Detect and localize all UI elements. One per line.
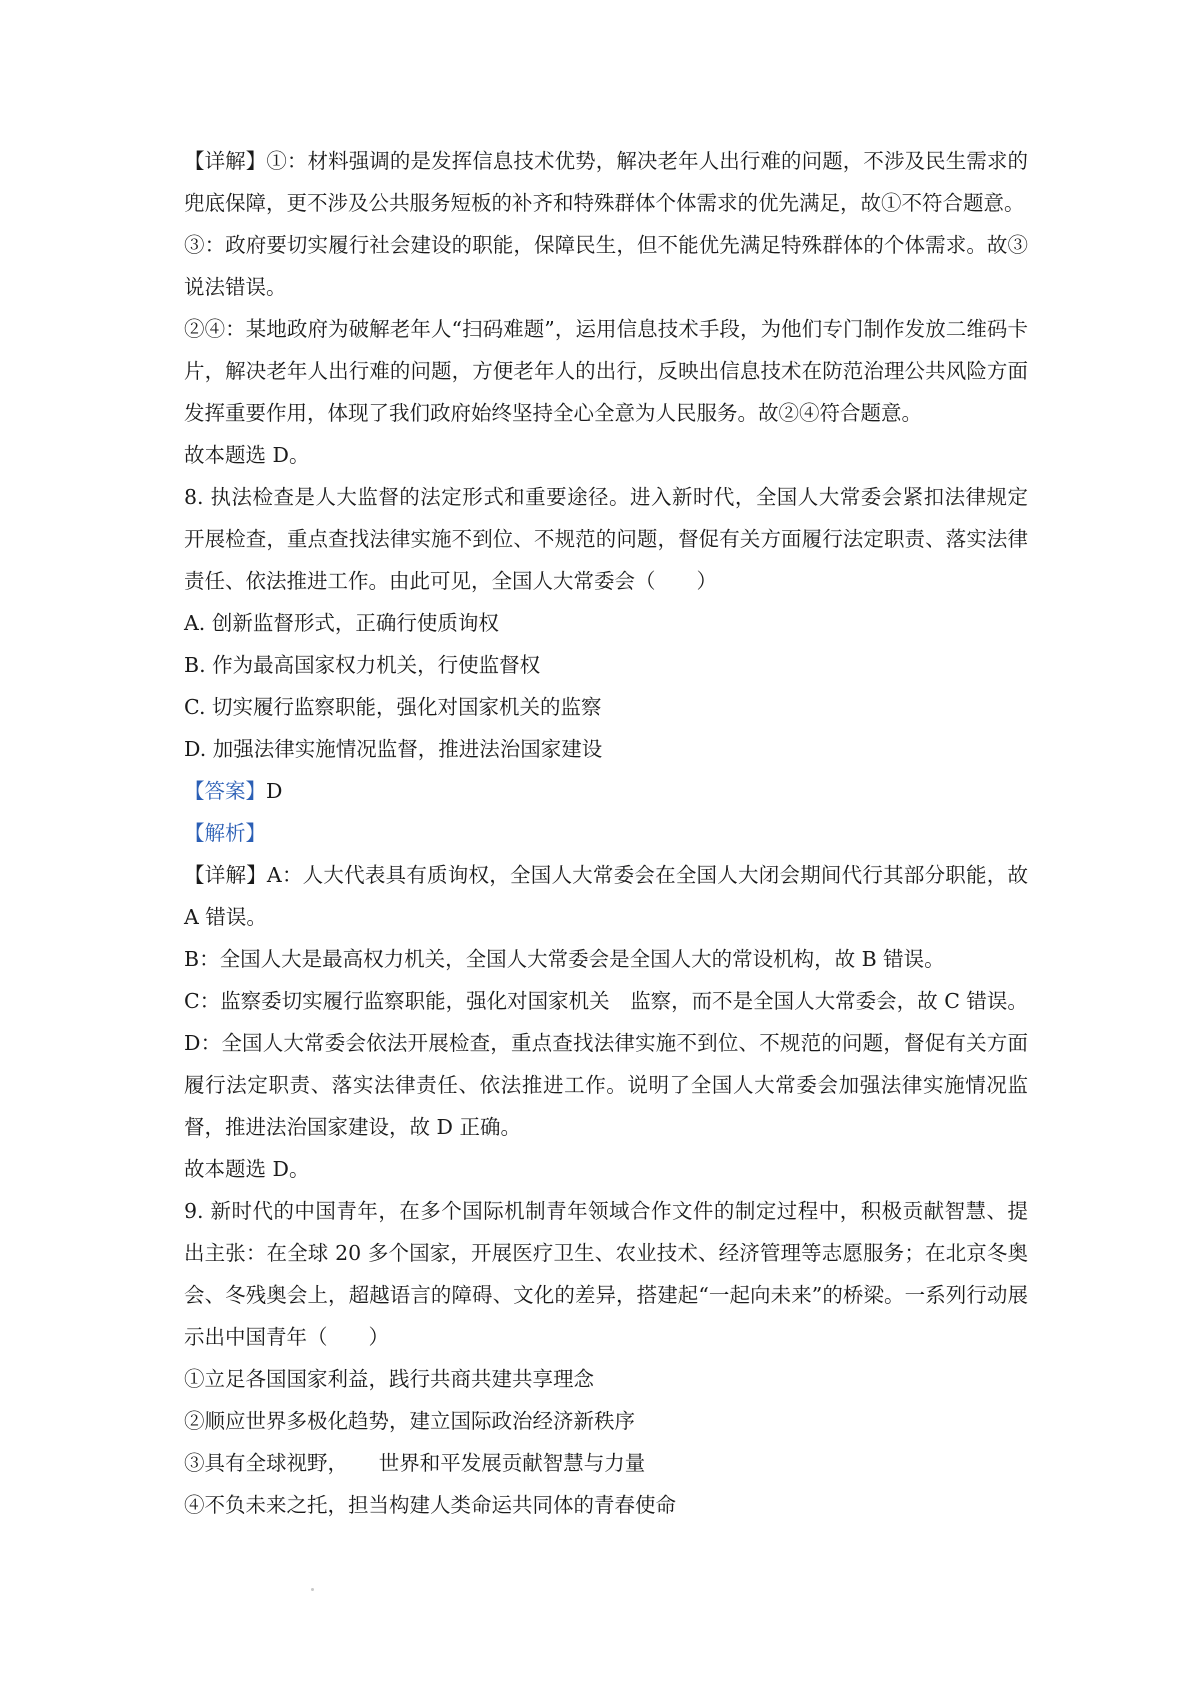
footer-dot xyxy=(311,1588,314,1591)
question-8-option-a: A. 创新监督形式，正确行使质询权 xyxy=(184,611,499,635)
explanation-paragraph-2: ③：政府要切实履行社会建设的职能，保障民生，但不能优先满足特殊群体的个体需求。故③说法错误。 xyxy=(184,233,1028,299)
explanation-paragraph-1: 【详解】①：材料强调的是发挥信息技术优势，解决老年人出行难的问题，不涉及民生需求的兜底保障，更不涉及公共服务短板的补齐和特殊群体个体需求的优先满足，故①不符合题意。 xyxy=(184,149,1028,215)
explanation-paragraph-3: ②④：某地政府为破解老年人“扫码难题”，运用信息技术手段，为他们专门制作发放二维码卡片，解决老年人出行难的问题，方便老年人的出行，反映出信息技术在防范治理公共风险方面发挥重要作用，体现了我们政府始终坚持全心全意为人民服务。故②④符合题意。 xyxy=(184,317,1028,425)
conclusion-line: 故本题选 D。 xyxy=(184,443,310,467)
question-8-detail-b: B：全国人大是最高权力机关，全国人大常委会是全国人大的常设机构，故 B 错误。 xyxy=(184,947,945,971)
answer-label: 【答案】 xyxy=(184,779,266,803)
question-9-item-2: ②顺应世界多极化趋势，建立国际政治经济新秩序 xyxy=(184,1409,635,1433)
analysis-label: 【解析】 xyxy=(184,821,266,845)
question-8-option-b: B. 作为最高国家权力机关，行使监督权 xyxy=(184,653,541,677)
question-8-conclusion: 故本题选 D。 xyxy=(184,1157,310,1181)
question-9-item-1: ①立足各国国家利益，践行共商共建共享理念 xyxy=(184,1367,594,1391)
question-9-item-4: ④不负未来之托，担当构建人类命运共同体的青春使命 xyxy=(184,1493,676,1517)
question-8-option-c: C. 切实履行监察职能，强化对国家机关的监察 xyxy=(184,695,602,719)
question-9-stem: 9. 新时代的中国青年，在多个国际机制青年领域合作文件的制定过程中，积极贡献智慧、提出主张：在全球 20 多个国家，开展医疗卫生、农业技术、经济管理等志愿服务；在北京冬奥会、冬残奥会上，超越语言的障碍、文化的差异，搭建起“一起向未来”的桥梁。一系列行动展示出中国青年（ ） xyxy=(184,1199,1028,1349)
document-body xyxy=(184,140,1028,1526)
question-8-detail-d: D：全国人大常委会依法开展检查，重点查找法律实施不到位、不规范的问题，督促有关方面履行法定职责、落实法律责任、依法推进工作。说明了全国人大常委会加强法律实施情况监督，推进法治国家建设，故 D 正确。 xyxy=(184,1031,1028,1139)
question-8-detail-a: 【详解】A：人大代表具有质询权，全国人大常委会在全国人大闭会期间代行其部分职能，故 A 错误。 xyxy=(184,863,1028,929)
question-8-answer xyxy=(184,770,1028,812)
question-8-option-d: D. 加强法律实施情况监督，推进法治国家建设 xyxy=(184,737,603,761)
answer-value: D xyxy=(266,779,283,803)
question-8-analysis-heading xyxy=(184,812,1028,854)
question-8-detail-c: C：监察委切实履行监察职能，强化对国家机关 监察，而不是全国人大常委会，故 C 错误。 xyxy=(184,989,1028,1013)
question-8-stem: 8. 执法检查是人大监督的法定形式和重要途径。进入新时代，全国人大常委会紧扣法律规定开展检查，重点查找法律实施不到位、不规范的问题，督促有关方面履行法定职责、落实法律责任、依法推进工作。由此可见，全国人大常委会（ ） xyxy=(184,485,1028,593)
question-9-item-3: ③具有全球视野， 世界和平发展贡献智慧与力量 xyxy=(184,1451,646,1475)
